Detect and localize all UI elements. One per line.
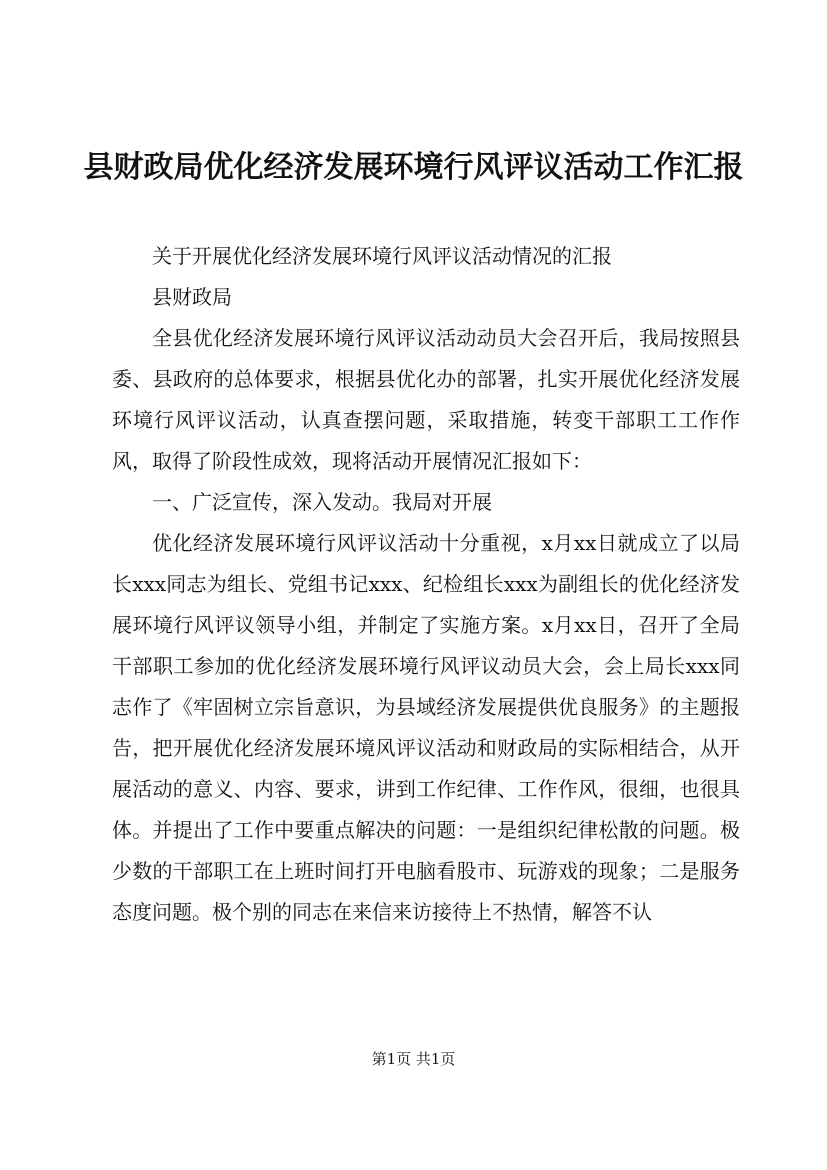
document-body bbox=[112, 236, 740, 933]
author: 县财政局 bbox=[152, 285, 232, 309]
paragraph: 全县优化经济发展环境行风评议活动动员大会召开后，我局按照县委、县政府的总体要求，根据县优化办的部署，扎实开展优化经济发展环境行风评议活动，认真查摆问题，采取措施，转变干部职工工作作风，取得了阶段性成效，现将活动开展情况汇报如下： bbox=[112, 326, 740, 473]
paragraph: 优化经济发展环境行风评议活动十分重视，x月xx日就成立了以局长xxx同志为组长、党组书记xxx、纪检组长xxx为副组长的优化经济发展环境行风评议领导小组，并制定了实施方案。x月xx日，召开了全局干部职工参加的优化经济发展环境行风评议动员大会，会上局长xxx同志作了《牢固树立宗旨意识，为县域经济发展提供优良服务》的主题报告，把开展优化经济发展环境风评议活动和财政局的实际相结合，从开展活动的意义、内容、要求，讲到工作纪律、工作作风，很细，也很具体。并提出了工作中要重点解决的问题：一是组织纪律松散的问题。极少数的干部职工在上班时间打开电脑看股市、玩游戏的现象；二是服务态度问题。极个别的同志在来信来访接待上不热情，解答不认 bbox=[112, 531, 740, 924]
subtitle: 关于开展优化经济发展环境行风评议活动情况的汇报 bbox=[152, 244, 612, 268]
paragraph: 一、广泛宣传，深入发动。我局对开展 bbox=[152, 490, 492, 514]
document-title: 县财政局优化经济发展环境行风评议活动工作汇报 bbox=[83, 150, 744, 185]
page-footer: 第1页 共1页 bbox=[371, 1050, 456, 1068]
